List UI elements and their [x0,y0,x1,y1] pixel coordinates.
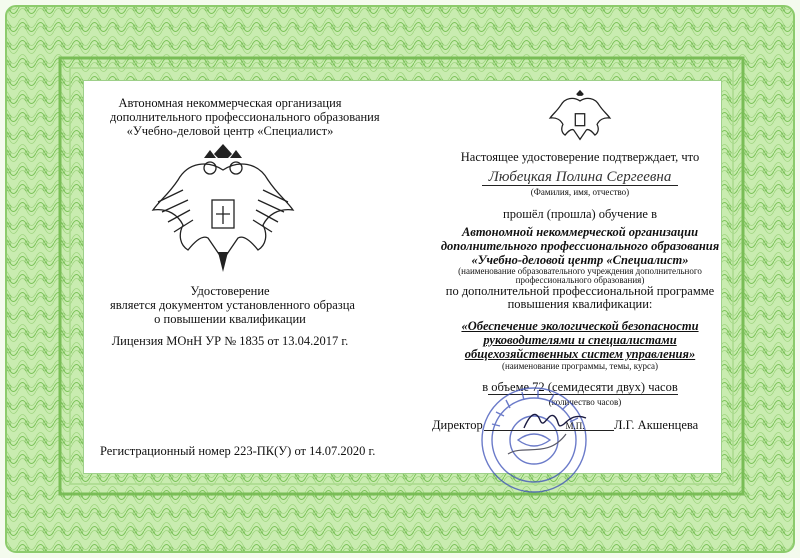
person-name: Любецкая Полина Сергеевна [488,169,672,185]
left-org-line1: Автономная некоммерческая организация [118,96,342,110]
small-coat-of-arms-icon [548,88,612,148]
left-doc-line1: Удостоверение [190,284,270,298]
org-caption-line1: (наименование образовательного учреждения дополнительного [458,266,702,276]
program-intro-line2: повышения квалификации: [507,297,653,311]
completed-text: прошёл (прошла) обучение в [503,207,657,221]
director-name: Л.Г. Акшенцева [614,418,699,432]
org-caption-line2: профессионального образования) [515,275,645,285]
left-org-line3: «Учебно-деловой центр «Специалист» [126,124,334,138]
program-line3: общехозяйственных систем управления» [464,347,696,361]
left-doc-line2: является документом установленного образца [110,298,355,312]
right-org-line3: «Учебно-деловой центр «Специалист» [471,253,689,267]
hours-caption: (количество часов) [548,397,622,407]
program-intro-line1: по дополнительной профессиональной программе [445,284,715,298]
right-org-line1: Автономной некоммерческой организации [461,225,699,239]
stamp-mark: М.П. [565,421,585,431]
right-org-line2: дополнительного профессионального образования [440,239,720,253]
director-label: Директор [432,418,483,432]
program-caption: (наименование программы, темы, курса) [501,361,659,371]
left-doc-line3: о повышении квалификации [154,312,306,326]
program-line2: руководителями и специалистами [483,333,677,347]
license-text: Лицензия МОнН УР № 1835 от 13.04.2017 г. [111,334,349,348]
left-org-line2: дополнительного профессионального образования [110,110,380,124]
seal-stamp-icon [478,384,590,496]
confirms-text: Настоящее удостоверение подтверждает, что [460,150,700,164]
name-underline [482,185,678,186]
name-caption: (Фамилия, имя, отчество) [530,187,630,197]
program-line1: «Обеспечение экологической безопасности [461,319,699,333]
hours-text: в объеме 72 (семидесяти двух) часов [482,380,678,394]
registration-number: Регистрационный номер 223-ПК(У) от 14.07.2020 г. [100,444,376,458]
coat-of-arms-icon [148,140,298,280]
